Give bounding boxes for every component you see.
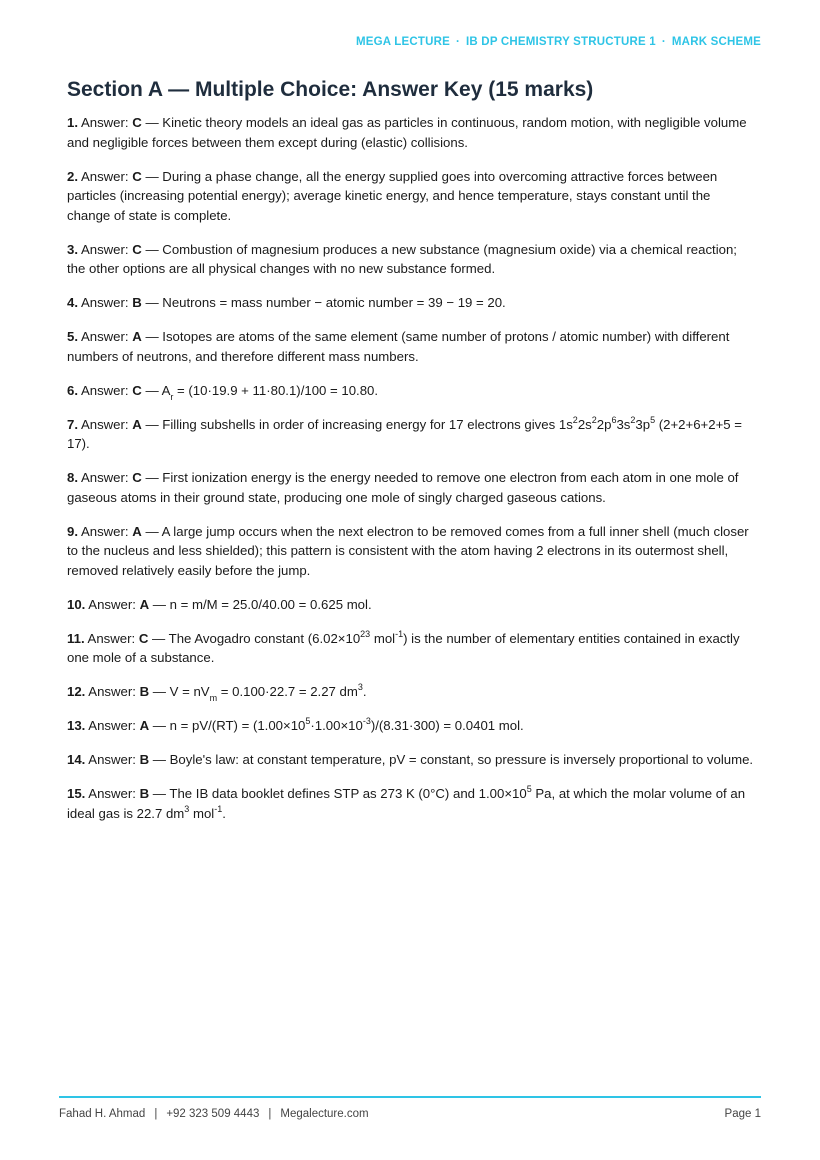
question-number: 5. [67, 329, 78, 344]
subscript: r [170, 391, 174, 402]
subscript: m [209, 693, 218, 703]
question-number: 4. [67, 295, 78, 310]
answer-letter: C [132, 168, 142, 184]
header-separator: · [455, 36, 461, 48]
answer-item-11 [67, 629, 757, 668]
superscript: 5 [526, 784, 532, 794]
answer-explanation: — The IB data booklet defines STP as 273 K (0°C) and 1.00×10 [149, 786, 527, 801]
footer-separator: | [268, 1108, 272, 1120]
answer-label: Answer: [88, 718, 136, 733]
superscript: 5 [305, 716, 311, 726]
footer-separator: | [154, 1108, 158, 1120]
header-course: IB DP CHEMISTRY STRUCTURE 1 [466, 36, 656, 48]
answer-letter: A [132, 523, 142, 539]
answer-explanation: — The Avogadro constant (6.02×10 [148, 630, 361, 646]
answer-item-4 [67, 293, 757, 313]
answer-item-1 [67, 113, 757, 152]
superscript: 5 [650, 414, 656, 425]
superscript: 6 [611, 414, 617, 425]
answer-label: Answer: [80, 382, 129, 398]
question-number: 8. [67, 470, 78, 485]
answer-explanation: — Filling subshells in order of increasing energy for 17 electrons gives 1s [141, 416, 573, 432]
answer-item-13 [67, 716, 757, 736]
superscript: 2 [591, 414, 597, 425]
answer-explanation-cont: (2+2+6+2+5 = 17). [67, 416, 742, 451]
question-number: 13. [67, 718, 86, 733]
footer-divider [59, 1096, 761, 1098]
formula-part: 3s [616, 416, 631, 432]
page-footer [59, 1108, 761, 1120]
superscript: -1 [395, 628, 404, 639]
answer-letter: C [132, 470, 142, 485]
answer-letter: A [139, 596, 150, 612]
answer-explanation: — Neutrons = mass number − atomic number = 39 − 19 = 20. [141, 295, 506, 310]
answer-item-8 [67, 468, 757, 507]
question-number: 3. [67, 241, 78, 257]
answer-item-5 [67, 327, 757, 366]
answer-item-6 [67, 381, 757, 401]
answer-explanation-cont: )/(8.31·300) = 0.0401 mol. [370, 718, 524, 733]
question-number: 1. [67, 115, 78, 130]
answer-letter: C [132, 115, 142, 130]
answer-item-15 [67, 784, 757, 823]
answer-item-10 [67, 595, 757, 615]
answer-letter: C [132, 382, 142, 398]
answer-explanation: — Kinetic theory models an ideal gas as particles in continuous, random motion, with negligible volume and negligible forces between them except during (elastic) collisions. [67, 115, 747, 150]
answer-explanation: — V = nV [149, 684, 210, 699]
answer-explanation: — A [141, 382, 171, 398]
answer-letter: B [139, 786, 150, 801]
header-separator: · [661, 36, 666, 48]
formula-part: 2s [577, 416, 592, 432]
footer-phone: +92 323 509 4443 [166, 1108, 260, 1120]
answer-label: Answer: [80, 329, 129, 344]
superscript: 3 [357, 682, 363, 692]
question-number: 6. [67, 382, 78, 398]
superscript: 2 [630, 414, 636, 425]
answer-label: Answer: [88, 684, 136, 699]
answer-explanation: — Combustion of magnesium produces a new substance (magnesium oxide) via a chemical reaction; the other options are all physical changes with no new substance formed. [67, 241, 737, 276]
answer-explanation: — n = m/M = 25.0/40.00 = 0.625 mol. [149, 596, 372, 612]
formula-part: mol [189, 805, 215, 821]
answer-explanation-cont: . [362, 684, 367, 699]
answer-item-7 [67, 415, 757, 454]
question-number: 14. [67, 752, 86, 767]
question-number: 7. [67, 416, 78, 432]
answer-letter: B [132, 295, 142, 310]
superscript: 3 [184, 803, 190, 814]
answer-label: Answer: [80, 295, 129, 310]
answer-explanation: — Isotopes are atoms of the same element (same number of protons / atomic number) with different numbers of neutrons, and therefore different mass numbers. [67, 329, 730, 364]
question-number: 12. [67, 684, 86, 699]
answer-letter: C [138, 630, 149, 646]
formula-part: 3p [635, 416, 651, 432]
question-number: 2. [67, 168, 78, 184]
answer-label: Answer: [88, 752, 136, 767]
answer-label: Answer: [80, 470, 129, 485]
question-number: 10. [67, 596, 86, 612]
superscript: 23 [360, 628, 371, 639]
answer-item-3 [67, 240, 757, 279]
answer-letter: B [139, 684, 150, 699]
answer-label: Answer: [80, 416, 129, 432]
answer-explanation: — Boyle's law: at constant temperature, pV = constant, so pressure is inversely proportional to volume. [149, 752, 754, 767]
answer-item-12 [67, 682, 757, 702]
answer-letter: B [139, 752, 150, 767]
page-number: Page 1 [724, 1108, 761, 1120]
footer-author: Fahad H. Ahmad [59, 1108, 146, 1120]
formula-part: = 0.100·22.7 = 2.27 dm [217, 684, 358, 699]
answer-explanation: — A large jump occurs when the next electron to be removed comes from a full inner shell (much closer to the nucleus and less shielded); this pattern is consistent with the atom having 2 electrons in its outermost shell, removed relatively easily before the jump. [67, 523, 749, 578]
answer-item-9 [67, 522, 757, 581]
question-number: 15. [67, 786, 86, 801]
answer-label: Answer: [80, 168, 129, 184]
page-title: Section A — Multiple Choice: Answer Key (15 marks) [67, 78, 594, 101]
formula-part: Pa, at which the molar volume of an ideal gas is 22.7 dm [67, 786, 746, 821]
answer-explanation-cont: = (10·19.9 + 11·80.1)/100 = 10.80. [173, 382, 379, 398]
answer-item-2 [67, 167, 757, 226]
answer-label: Answer: [88, 596, 136, 612]
footer-contact [59, 1108, 369, 1120]
formula-part: ·1.00×10 [310, 718, 363, 733]
superscript: -3 [362, 716, 371, 726]
answer-list [67, 113, 757, 838]
page-header [356, 36, 761, 48]
answer-explanation-cont: . [222, 805, 226, 821]
answer-explanation: — During a phase change, all the energy supplied goes into overcoming attractive forces between particles (increasing potential energy); average kinetic energy, and hence temperature, stays constant until the change of state is complete. [67, 168, 718, 223]
answer-letter: A [132, 329, 142, 344]
answer-explanation: — n = pV/(RT) = (1.00×10 [149, 718, 306, 733]
answer-label: Answer: [80, 523, 129, 539]
answer-letter: C [132, 241, 142, 257]
answer-label: Answer: [88, 786, 136, 801]
question-number: 9. [67, 523, 78, 539]
footer-site: Megalecture.com [280, 1108, 369, 1120]
answer-label: Answer: [87, 630, 136, 646]
answer-label: Answer: [80, 241, 129, 257]
answer-item-14 [67, 750, 757, 770]
answer-label: Answer: [80, 115, 129, 130]
answer-letter: A [139, 718, 150, 733]
answer-explanation: — First ionization energy is the energy needed to remove one electron from each atom in one mole of gaseous atoms in their ground state, producing one mole of singly charged gaseous cations. [67, 470, 739, 505]
formula-part: 2p [596, 416, 612, 432]
answer-explanation-cont: ) is the number of elementary entities contained in exactly one mole of a substance. [67, 630, 740, 665]
header-doc-type: MARK SCHEME [671, 36, 761, 48]
superscript: 2 [572, 414, 578, 425]
answer-letter: A [132, 416, 142, 432]
formula-part: mol [370, 630, 396, 646]
header-brand: MEGA LECTURE [356, 36, 450, 48]
superscript: -1 [214, 803, 223, 814]
question-number: 11. [67, 630, 85, 646]
